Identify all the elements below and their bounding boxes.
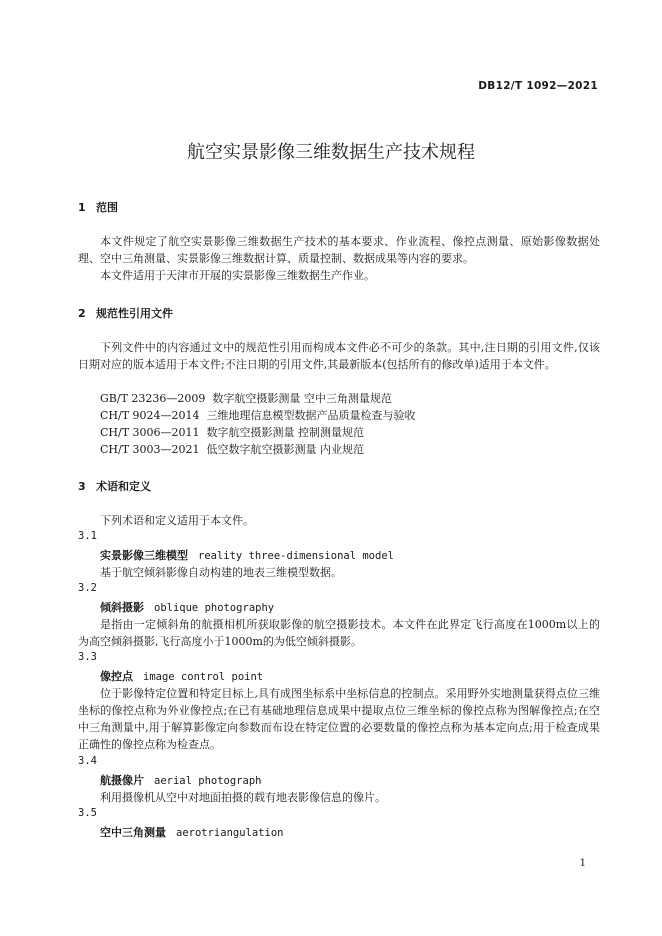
term-name-en: image control point bbox=[143, 671, 264, 683]
section-heading-3 bbox=[78, 478, 151, 494]
term-definition: 基于航空倾斜影像自动构建的地表三维模型数据。 bbox=[100, 566, 342, 579]
paragraph: 本文件规定了航空实景影像三维数据生产技术的基本要求、作业流程、像控点测量、原始影像数据处理、空中三角测量、实景影像三维数据计算、质量控制、数据成果等内容的要求。 bbox=[78, 235, 600, 265]
term-name-en: oblique photography bbox=[154, 602, 275, 614]
term-heading bbox=[100, 772, 261, 788]
section-number: 2 bbox=[78, 307, 86, 320]
section-heading-2 bbox=[78, 305, 173, 321]
page-number: 1 bbox=[579, 858, 586, 869]
paragraph: 本文件适用于天津市开展的实景影像三维数据生产作业。 bbox=[100, 269, 375, 282]
term-heading bbox=[100, 599, 274, 615]
term-number: 3.1 bbox=[78, 530, 97, 542]
term-name-zh: 倾斜摄影 bbox=[100, 601, 144, 614]
term-number: 3.2 bbox=[78, 582, 97, 594]
reference-item: GB/T 23236—2009 数字航空摄影测量 空中三角测量规范 bbox=[100, 392, 392, 405]
standard-code: DB12/T 1092—2021 bbox=[478, 80, 598, 92]
term-name-zh: 空中三角测量 bbox=[100, 826, 166, 839]
term-name-zh: 航摄像片 bbox=[100, 774, 144, 787]
section-title: 范围 bbox=[96, 201, 118, 214]
page-title: 航空实景影像三维数据生产技术规程 bbox=[187, 142, 475, 163]
term-number: 3.4 bbox=[78, 755, 97, 767]
term-heading bbox=[100, 668, 263, 684]
reference-item: CH/T 3006—2011 数字航空摄影测量 控制测量规范 bbox=[100, 426, 365, 439]
section-heading-1 bbox=[78, 199, 118, 215]
paragraph: 下列文件中的内容通过文中的规范性引用而构成本文件必不可少的条款。其中,注日期的引用文件,仅该日期对应的版本适用于本文件;不注日期的引用文件,其最新版本(包括所有的修改单)适用于本文件。 bbox=[78, 341, 600, 371]
term-heading bbox=[100, 824, 283, 840]
term-number: 3.5 bbox=[78, 807, 97, 819]
paragraph: 下列术语和定义适用于本文件。 bbox=[100, 514, 254, 527]
reference-item: CH/T 3003—2021 低空数字航空摄影测量 内业规范 bbox=[100, 443, 365, 456]
term-name-en: reality three-dimensional model bbox=[198, 550, 394, 562]
term-definition: 是指由一定倾斜角的航摄相机所获取影像的航空摄影技术。本文件在此界定飞行高度在1000m以上的为高空倾斜摄影,飞行高度小于1000m的为低空倾斜摄影。 bbox=[78, 618, 600, 648]
term-name-en: aerotriangulation bbox=[176, 827, 284, 839]
term-name-zh: 像控点 bbox=[100, 670, 133, 683]
section-number: 1 bbox=[78, 201, 86, 214]
term-definition: 位于影像特定位置和特定目标上,具有成图坐标系中坐标信息的控制点。采用野外实地测量获得点位三维坐标的像控点称为外业像控点;在已有基础地理信息成果中提取点位三维坐标的像控点称为图解像控点;在空中三角测量中,用于解算影像定向参数而布设在特定位置的必要数量的像控点称为基本定向点;用于检查成果正确性的像控点称为检查点。 bbox=[78, 687, 600, 751]
term-heading bbox=[100, 547, 394, 563]
term-name-en: aerial photograph bbox=[154, 775, 262, 787]
section-title: 术语和定义 bbox=[96, 480, 151, 493]
reference-item: CH/T 9024—2014 三维地理信息模型数据产品质量检查与验收 bbox=[100, 409, 416, 422]
section-number: 3 bbox=[78, 480, 86, 493]
term-name-zh: 实景影像三维模型 bbox=[100, 549, 188, 562]
section-title: 规范性引用文件 bbox=[96, 307, 173, 320]
term-definition: 利用摄像机从空中对地面拍摄的载有地表影像信息的像片。 bbox=[100, 791, 386, 804]
term-number: 3.3 bbox=[78, 651, 97, 663]
